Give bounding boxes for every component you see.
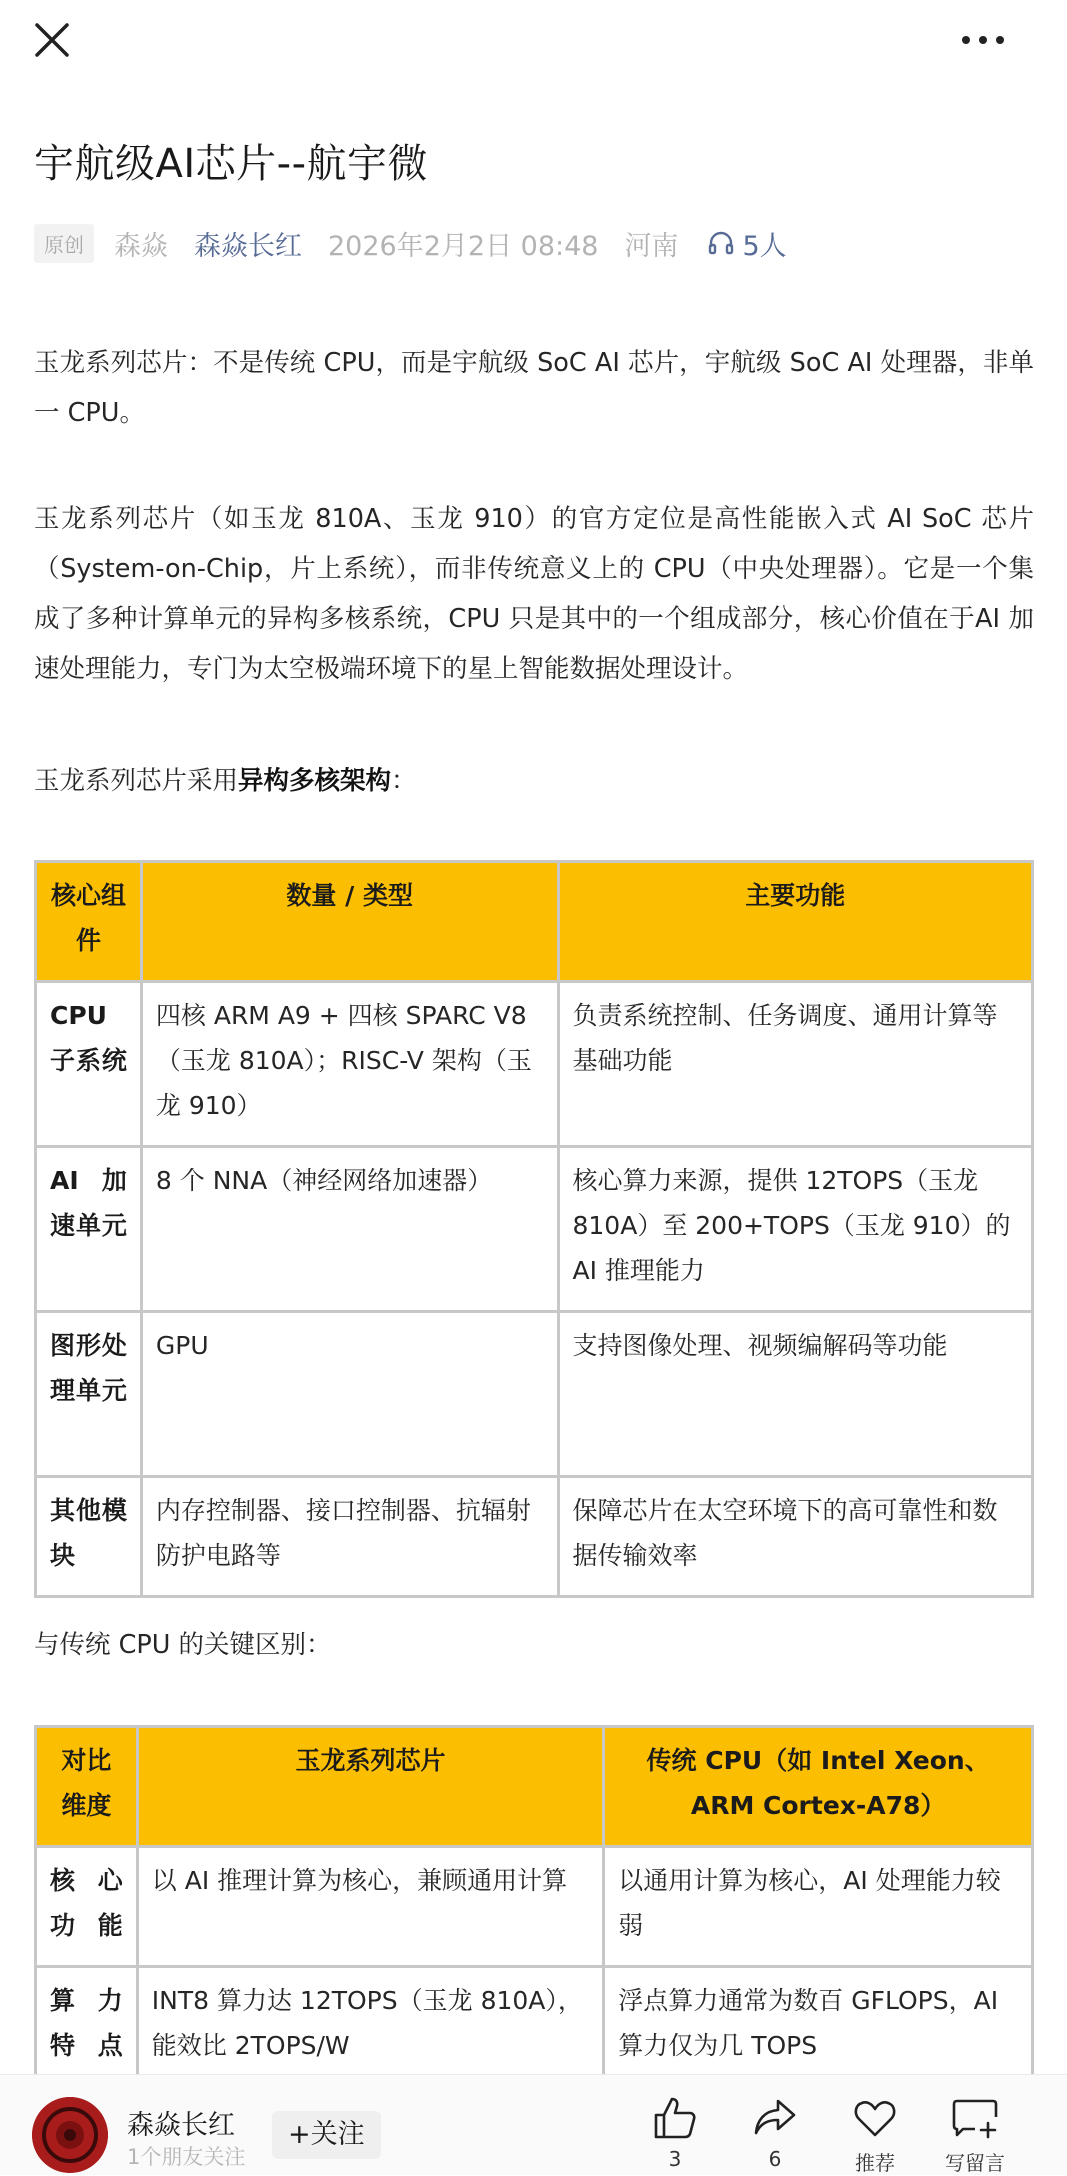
table-row — [36, 982, 1033, 1147]
heart-icon — [852, 2095, 898, 2141]
avatar[interactable] — [32, 2097, 108, 2173]
table-header-cell: 传统 CPU（如 Intel Xeon、ARM Cortex-A78） — [604, 1727, 1033, 1847]
like-button[interactable] — [630, 2095, 720, 2171]
table-row — [36, 1847, 1033, 1967]
account-name[interactable]: 森焱长红 — [127, 2110, 235, 2141]
architecture-table — [34, 860, 1034, 1598]
table-row — [36, 1147, 1033, 1312]
recommend-button[interactable] — [830, 2095, 920, 2176]
table-header-cell: 主要功能 — [558, 862, 1033, 982]
top-bar — [0, 0, 1067, 82]
headphones-icon — [708, 230, 734, 256]
table-cell: CPU 子系统 — [36, 982, 142, 1147]
table-row — [36, 1967, 1033, 2087]
article-title: 宇航级AI芯片--航宇微 — [34, 141, 429, 187]
paragraph-3-suffix: ： — [391, 766, 417, 796]
table-header-cell: 对比维度 — [36, 1727, 138, 1847]
table-cell: 浮点算力通常为数百 GFLOPS，AI 算力仅为几 TOPS — [604, 1967, 1033, 2087]
bottom-bar — [0, 2074, 1067, 2175]
table-cell: 核心算力来源，提供 12TOPS（玉龙 810A）至 200+TOPS（玉龙 910）的 AI 推理能力 — [558, 1147, 1033, 1312]
table-cell: INT8 算力达 12TOPS（玉龙 810A），能效比 2TOPS/W — [137, 1967, 604, 2087]
more-icon[interactable] — [958, 20, 1008, 60]
share-count: 6 — [768, 2147, 782, 2171]
comment-button[interactable] — [930, 2095, 1020, 2176]
friends-following: 1个朋友关注 — [127, 2145, 246, 2169]
table-cell: 内存控制器、接口控制器、抗辐射防护电路等 — [141, 1477, 558, 1597]
paragraph-3 — [34, 756, 1034, 806]
table-cell: 负责系统控制、任务调度、通用计算等基础功能 — [558, 982, 1033, 1147]
table-cell: 其他模块 — [36, 1477, 142, 1597]
follow-button[interactable]: +关注 — [272, 2111, 381, 2159]
publish-location: 河南 — [624, 230, 679, 262]
author-name: 森焱 — [114, 230, 168, 262]
paragraph-3-prefix: 玉龙系列芯片采用 — [34, 766, 239, 796]
close-icon[interactable] — [32, 20, 72, 60]
like-count: 3 — [668, 2147, 682, 2171]
listeners[interactable] — [708, 224, 786, 263]
thumbs-up-icon — [652, 2095, 698, 2141]
paragraph-3-bold: 异构多核架构 — [238, 766, 392, 796]
table-cell: 核心功能 — [36, 1847, 138, 1967]
table-cell: 支持图像处理、视频编解码等功能 — [558, 1312, 1033, 1477]
table-row — [36, 1477, 1033, 1597]
table-header-row — [36, 862, 1033, 982]
table-header-cell: 玉龙系列芯片 — [137, 1727, 604, 1847]
table-header-cell: 核心组件 — [36, 862, 142, 982]
table-cell: 以 AI 推理计算为核心，兼顾通用计算 — [137, 1847, 604, 1967]
paragraph-4: 与传统 CPU 的关键区别： — [34, 1630, 332, 1660]
share-button[interactable] — [730, 2095, 820, 2171]
table-cell: 8 个 NNA（神经网络加速器） — [141, 1147, 558, 1312]
account-link[interactable]: 森焱长红 — [194, 230, 302, 262]
table-row — [36, 1312, 1033, 1477]
recommend-label: 推荐 — [855, 2151, 895, 2175]
paragraph-1: 玉龙系列芯片：不是传统 CPU，而是宇航级 SoC AI 芯片，宇航级 SoC AI 处理器，非单一 CPU。 — [34, 348, 1034, 428]
comment-label: 写留言 — [945, 2151, 1005, 2175]
original-tag: 原创 — [34, 224, 94, 263]
comparison-table — [34, 1725, 1034, 2088]
paragraph-2: 玉龙系列芯片（如玉龙 810A、玉龙 910）的官方定位是高性能嵌入式 AI SoC 芯片（System-on-Chip，片上系统），而非传统意义上的 CPU（中央处理器）。它是一个集成了多种计算单元的异构多核系统，CPU 只是其中的一个组成部分，核心价值在于AI 加速处理能力，专门为太空极端环境下的星上智能数据处理设计。 — [34, 504, 1034, 684]
table-cell: 四核 ARM A9 + 四核 SPARC V8（玉龙 810A）；RISC-V 架构（玉龙 910） — [141, 982, 558, 1147]
table-header-cell: 数量 / 类型 — [141, 862, 558, 982]
table-cell: 算力特点 — [36, 1967, 138, 2087]
publish-date: 2026年2月2日 08:48 — [328, 230, 599, 262]
comment-icon — [951, 2095, 999, 2141]
table-header-row — [36, 1727, 1033, 1847]
table-cell: AI 加速单元 — [36, 1147, 142, 1312]
table-cell: 图形处理单元 — [36, 1312, 142, 1477]
table-cell: 以通用计算为核心，AI 处理能力较弱 — [604, 1847, 1033, 1967]
table-cell: GPU — [141, 1312, 558, 1477]
listeners-count: 5人 — [742, 230, 787, 262]
article-meta — [34, 222, 787, 264]
share-icon — [752, 2095, 798, 2141]
table-cell: 保障芯片在太空环境下的高可靠性和数据传输效率 — [558, 1477, 1033, 1597]
